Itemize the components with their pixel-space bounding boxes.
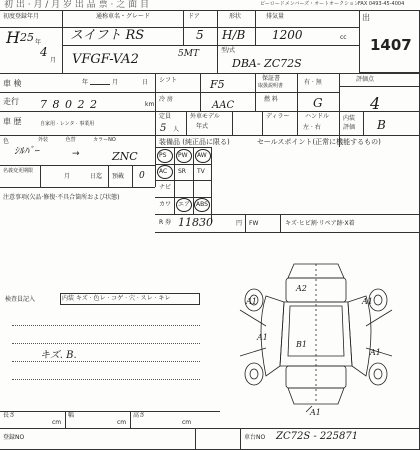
mileage-unit: km xyxy=(145,101,155,108)
defects-label: キズ·ヒビ割·リペア跡·X着 xyxy=(285,220,355,227)
equip-aw: AW xyxy=(197,152,207,159)
first-reg-month: 4 xyxy=(40,45,48,59)
warranty-yes-no: 有 · 無 xyxy=(304,79,322,86)
history-label: 車 歴 xyxy=(3,117,22,126)
history-options: 自家用 · レンタ · 事業用 xyxy=(40,121,95,127)
company-name: ビーロードメンバーズ・オートオークション xyxy=(260,1,359,7)
seats-label: 定員 xyxy=(159,113,172,120)
equip-leather: カワ xyxy=(159,201,172,208)
shift-value: F5 xyxy=(210,78,225,91)
equip-ac: AC xyxy=(159,168,168,175)
fuel-label: 燃 料 xyxy=(264,96,278,103)
warranty-label: 保証書 xyxy=(262,75,281,82)
fuel-value: G xyxy=(313,96,323,110)
transmission-note: 5MT xyxy=(178,49,199,59)
fw-label: FW xyxy=(249,220,259,227)
month-unit: 月 xyxy=(50,57,57,64)
shaken-day: 日 xyxy=(142,79,149,86)
car-diagram xyxy=(226,256,406,416)
notes-label: 注意事項(欠品·修復·不具合箇所および状態) xyxy=(3,194,120,201)
year-unit: 年 xyxy=(35,39,42,46)
reg-no-label: 登録NO xyxy=(3,434,25,441)
equip-ps: PS xyxy=(159,152,167,159)
doors-value: 5 xyxy=(196,28,204,42)
chassis-value: ZC72S - 225871 xyxy=(276,431,359,442)
interior-label: 内装 xyxy=(343,115,356,122)
equip-abs: ABS xyxy=(196,201,208,208)
score-label: 評価点 xyxy=(356,76,375,83)
mark-a1-front-left: A1 xyxy=(246,297,257,306)
tax-value: 11830 xyxy=(178,216,213,229)
header-rule xyxy=(0,10,420,11)
mark-a2-hood: A2 xyxy=(296,284,307,293)
color-number: ZNC xyxy=(112,150,138,163)
inspector-note: キズ. B. xyxy=(40,350,77,361)
handle-value: 左 · 右 xyxy=(303,124,321,131)
ext-model-label: 外車モデル xyxy=(190,113,220,120)
lot-number: 1407 xyxy=(370,36,412,54)
width-unit: cm xyxy=(117,419,127,426)
mark-a1-rear: A1 xyxy=(310,408,321,417)
type-value: DBA- ZC72S xyxy=(232,57,302,70)
color-value: ｼﾙﾊﾞｰ xyxy=(14,146,39,157)
height-unit: cm xyxy=(182,419,192,426)
interior-sub: 評価 xyxy=(343,124,356,131)
equip-airbag: エア xyxy=(178,201,191,208)
color-columns: 外装 色替 カラーNO xyxy=(38,137,116,143)
tax-unit: 円 xyxy=(236,220,243,227)
transfer-month: 月 xyxy=(64,173,71,180)
seats-unit: 人 xyxy=(173,126,180,133)
length-label: 長さ xyxy=(3,412,16,419)
displacement-label: 排気量 xyxy=(266,13,285,20)
color-label: 色 xyxy=(3,138,10,145)
shaken-month: 月 xyxy=(112,79,119,86)
handle-label: ハンドル xyxy=(305,113,330,120)
fax-number: FAX 0493-45-4004 xyxy=(358,1,405,7)
model-code: VFGF-VA2 xyxy=(72,52,139,67)
car-name-value: スイフト RS xyxy=(70,28,145,43)
seats-value: 5 xyxy=(160,123,167,134)
tax-label: R 券 xyxy=(159,219,172,226)
height-label: 高さ xyxy=(133,412,146,419)
displacement-value: 1200 xyxy=(272,28,303,42)
type-label: 型/式 xyxy=(221,47,236,54)
mileage-label: 走行 xyxy=(3,97,19,106)
transfer-num: 0 xyxy=(139,171,145,181)
header-title: 初 出 · 月 / 月 岁 出 品 票 · 之 面 目 xyxy=(4,0,149,10)
equip-tv: TV xyxy=(197,168,205,175)
shape-value: H/B xyxy=(222,28,246,42)
inspector-legend: 内装 キズ · 色レ · コゲ · 穴 · スレ · キレ xyxy=(62,295,171,302)
warranty-sub: 取扱説明書 xyxy=(258,83,284,89)
shaken-label: 車 検 xyxy=(3,79,22,88)
interior-value: B xyxy=(377,118,386,132)
transfer-label: 名義変更期限 xyxy=(3,168,34,174)
shift-label: シフト xyxy=(159,77,178,84)
shape-label: 形状 xyxy=(229,13,242,20)
sales-points-label: セールスポイント(正常に機能するもの) xyxy=(257,138,381,146)
width-label: 幅 xyxy=(68,412,75,419)
equip-sr: SR xyxy=(178,168,186,175)
shaken-year: 年 xyxy=(82,79,89,86)
equip-navi: ナビ xyxy=(159,184,172,191)
transfer-pending: 預載 xyxy=(112,173,125,180)
inspector-label: 検査員記入 xyxy=(5,296,36,303)
score-value: 4 xyxy=(370,94,381,113)
mark-a1-right-rear: A1 xyxy=(370,348,381,357)
mileage-value: 7 8 0 2 2 xyxy=(40,98,98,111)
displacement-unit: cc xyxy=(340,34,347,41)
equip-pw: PW xyxy=(178,152,188,159)
transfer-day: 日迄 xyxy=(90,173,103,180)
equipment-label: 装備品 (純正品に限る) xyxy=(159,138,230,146)
ac-label: 冷 房 xyxy=(159,96,173,103)
ac-value: AAC xyxy=(212,100,235,111)
chassis-label: 車台NO xyxy=(244,434,266,441)
mark-a1-left-door: A1 xyxy=(257,333,268,342)
ext-model-sub: 年式 xyxy=(196,123,209,130)
lot-label: 出 xyxy=(362,13,370,22)
first-reg-era: H xyxy=(6,28,20,47)
length-unit: cm xyxy=(52,419,62,426)
color-arrow: → xyxy=(72,149,80,159)
car-name-label: 通称車名・グレード xyxy=(96,13,151,20)
mark-b1-roof: B1 xyxy=(296,340,307,349)
dealer-label: ディラー xyxy=(266,113,290,120)
mark-a1-front-right: A1 xyxy=(362,297,373,306)
first-reg-label: 初度登録年月 xyxy=(3,13,40,20)
doors-label: ドア xyxy=(188,13,200,20)
first-reg-year: 25 xyxy=(20,31,34,44)
